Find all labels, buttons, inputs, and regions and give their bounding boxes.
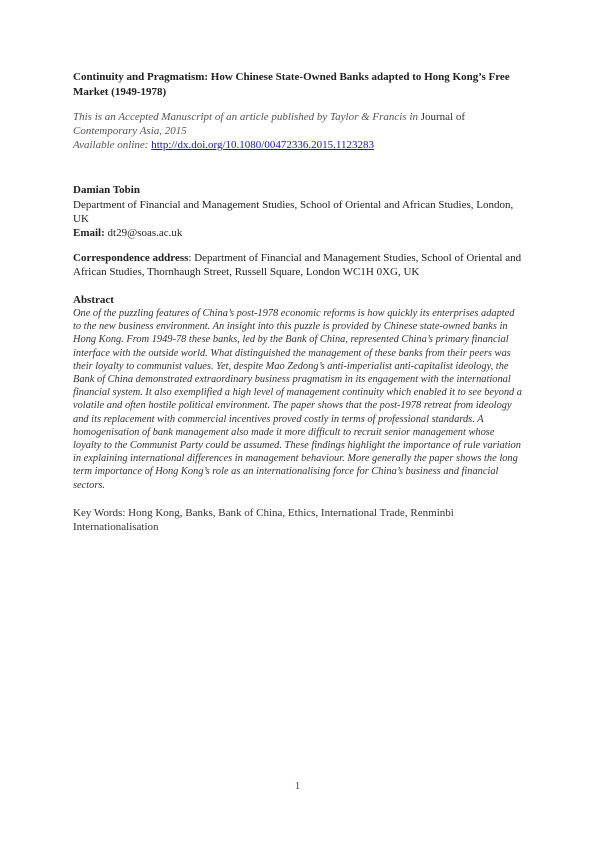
author-affiliation: Department of Financial and Management Studies, School of Oriental and African Studies, London, UK [73, 199, 514, 225]
correspondence-address [73, 251, 525, 279]
accepted-manuscript-note: This is an Accepted Manuscript of an article published by Taylor & Francis in [73, 111, 421, 123]
doi-link[interactable]: http://dx.doi.org/10.1080/00472336.2015.1123283 [151, 139, 374, 151]
author-email-line [73, 226, 525, 240]
page-number: 1 [294, 780, 301, 792]
author-email: dt29@soas.ac.uk [107, 227, 183, 239]
available-online-label: Available online: [73, 139, 152, 151]
publication-note [73, 110, 525, 152]
page-content [73, 70, 525, 534]
author-name: Damian Tobin [73, 184, 140, 196]
correspondence-label: Correspondence address [73, 252, 189, 264]
journal-name: Journal of [420, 111, 465, 123]
keywords: Key Words: Hong Kong, Banks, Bank of China, Ethics, International Trade, Renminbi Internationalisation [73, 506, 454, 533]
abstract-heading: Abstract [73, 294, 114, 306]
email-label: Email: [73, 227, 105, 239]
correspondence-text: : Department of Financial and Management Studies, School of Oriental and African Studies, Thornhaugh Street, Russell Square, London WC1H 0XG, UK [73, 252, 522, 278]
abstract-body: One of the puzzling features of China’s post-1978 economic reforms is how quickly its enterprises adapted to the new business environment. An insight into this puzzle is provided by Chinese state-owned banks in Hong Kong. From 1949-78 these banks, led by the Bank of China, represented China’s primary financial interface with the outside world. What distinguished the management of these banks from their peers was their loyalty to communist values. Yet, despite Mao Zedong’s anti-imperialist anti-capitalist ideology, the Bank of China demonstrated extraordinary business pragmatism in its engagement with the international financial system. It also exemplified a high level of management continuity which enabled it to see beyond a volatile and often hostile political environment. The paper shows that the post-1978 retreat from ideology and its replacement with commercial incentives proved costly in terms of professional standards. A homogenisation of bank management also made it more difficult to recruit senior management whose loyalty to the Communist Party could be assumed. These findings highlight the importance of rule variation in explaining international differences in management behaviour. More generally the paper shows the long term importance of Hong Kong’s role as an internationalising force for China’s business and financial sectors. [73, 308, 522, 491]
paper-title: Continuity and Pragmatism: How Chinese State-Owned Banks adapted to Hong Kong’s Free Market (1949-1978) [73, 71, 510, 98]
journal-name-rest: Contemporary Asia, 2015 [73, 125, 187, 137]
